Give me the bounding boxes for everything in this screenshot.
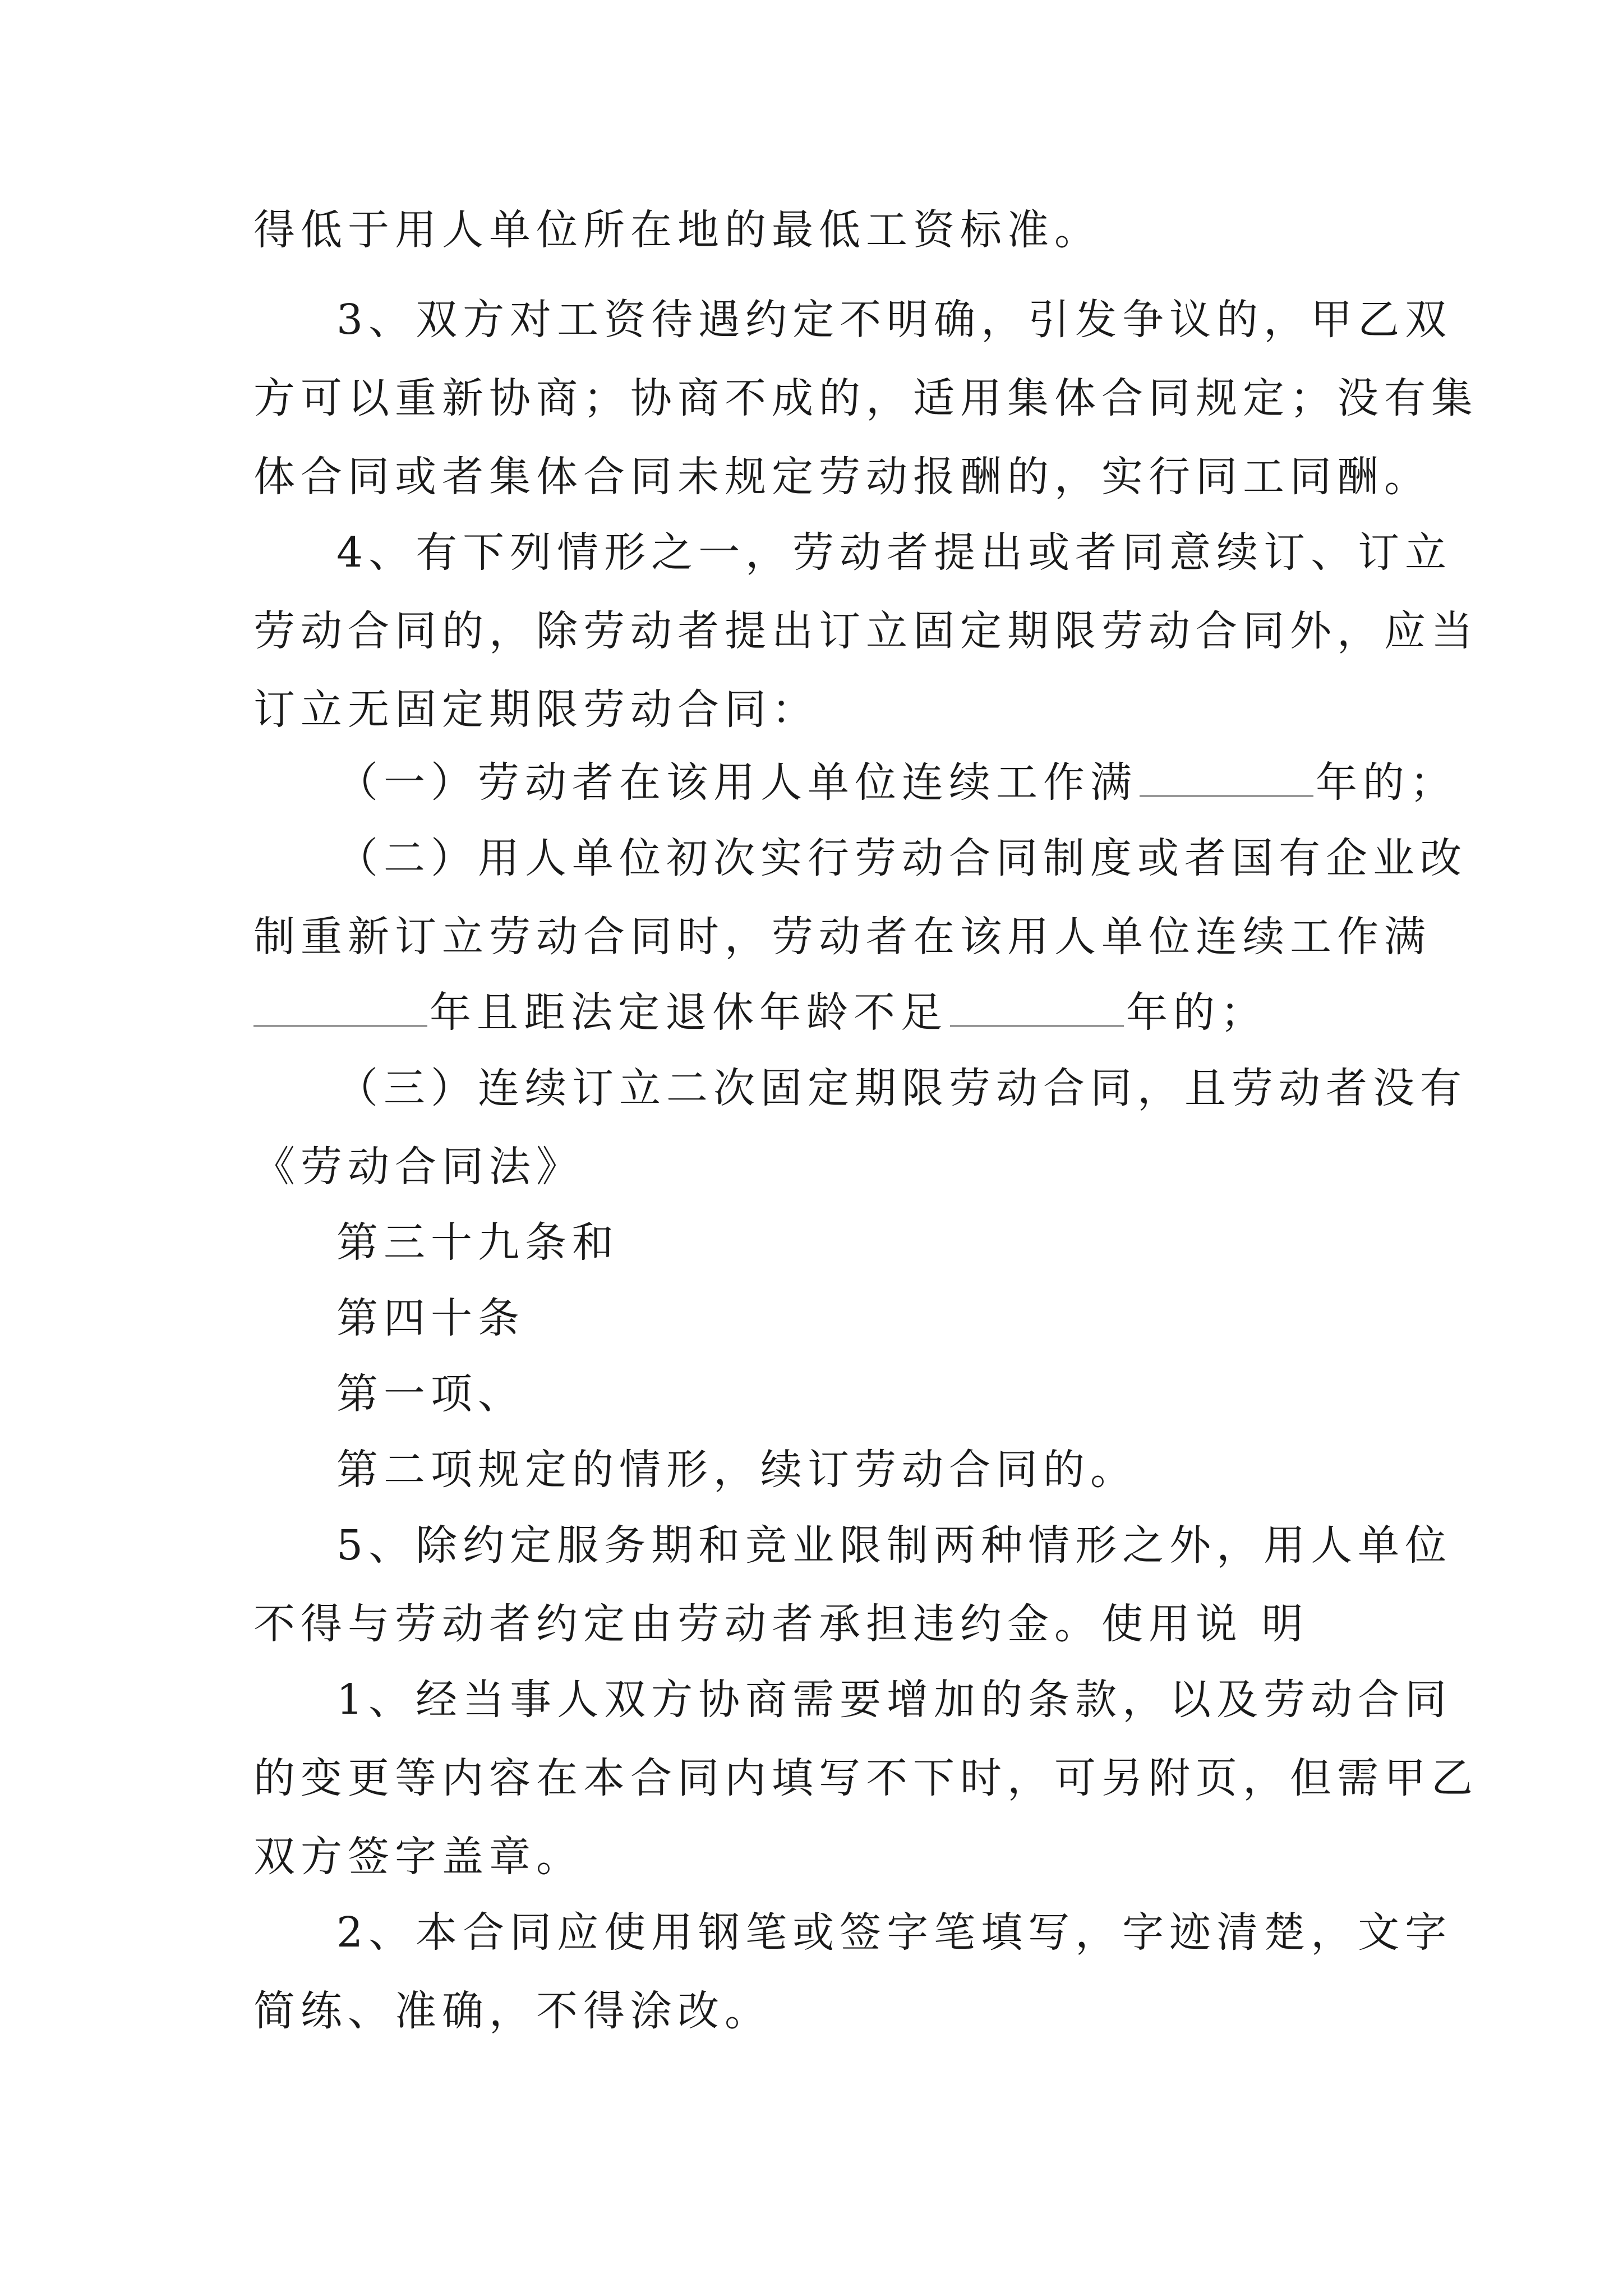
paragraph-line: 第二项规定的情形，续订劳动合同的。 [336,1446,1137,1494]
clause-text: 年且距法定退休年龄不足 [430,988,948,1037]
paragraph-line: 《劳动合同法》 [253,1143,583,1191]
paragraph-line: （二）用人单位初次实行劳动合同制度或者国有企业改 [336,834,1467,882]
paragraph-line: 劳动合同的，除劳动者提出订立固定期限劳动合同外，应当 [253,607,1478,655]
paragraph-line: 第四十条 [336,1294,525,1342]
paragraph-line: 5、除约定服务期和竞业限制两种情形之外，用人单位 [336,1521,1453,1570]
paragraph-line: 双方签字盖章。 [253,1833,583,1881]
paragraph-line: 体合同或者集体合同未规定劳动报酬的，实行同工同酬。 [253,453,1431,501]
paragraph-line: 得低于用人单位所在地的最低工资标准。 [253,206,1101,254]
paragraph-line: 简练、准确，不得涂改。 [253,1987,772,2035]
paragraph-line: 第三十九条和 [336,1218,619,1267]
fill-blank[interactable] [950,986,1124,1027]
clause-text: （一）劳动者在该用人单位连续工作满 [336,758,1137,807]
paragraph-line: 订立无固定期限劳动合同： [253,685,819,734]
paragraph-line: 的变更等内容在本合同内填写不下时，可另附页，但需甲乙 [253,1754,1478,1802]
fill-blank[interactable] [1140,756,1313,797]
paragraph-line: 2、本合同应使用钢笔或签字笔填写，字迹清楚，文字 [336,1908,1453,1957]
paragraph-line: 4、有下列情形之一，劳动者提出或者同意续订、订立 [336,528,1453,577]
paragraph-line: 3、双方对工资待遇约定不明确，引发争议的，甲乙双 [336,296,1453,344]
clause-text: 年的； [1316,758,1457,807]
clause-line [253,984,1267,1041]
paragraph-line: 第一项、 [336,1370,525,1418]
clause-text: 年的； [1126,988,1267,1037]
paragraph-line: 方可以重新协商；协商不成的，适用集体合同规定；没有集 [253,374,1478,422]
paragraph-line: 不得与劳动者约定由劳动者承担违约金。使用说 明 [253,1600,1309,1648]
paragraph-line: 制重新订立劳动合同时，劳动者在该用人单位连续工作满 [253,913,1431,961]
fill-blank[interactable] [253,986,427,1027]
clause-line [336,754,1457,811]
paragraph-line: （三）连续订立二次固定期限劳动合同，且劳动者没有 [336,1064,1467,1112]
paragraph-line: 1、经当事人双方协商需要增加的条款，以及劳动合同 [336,1676,1453,1724]
